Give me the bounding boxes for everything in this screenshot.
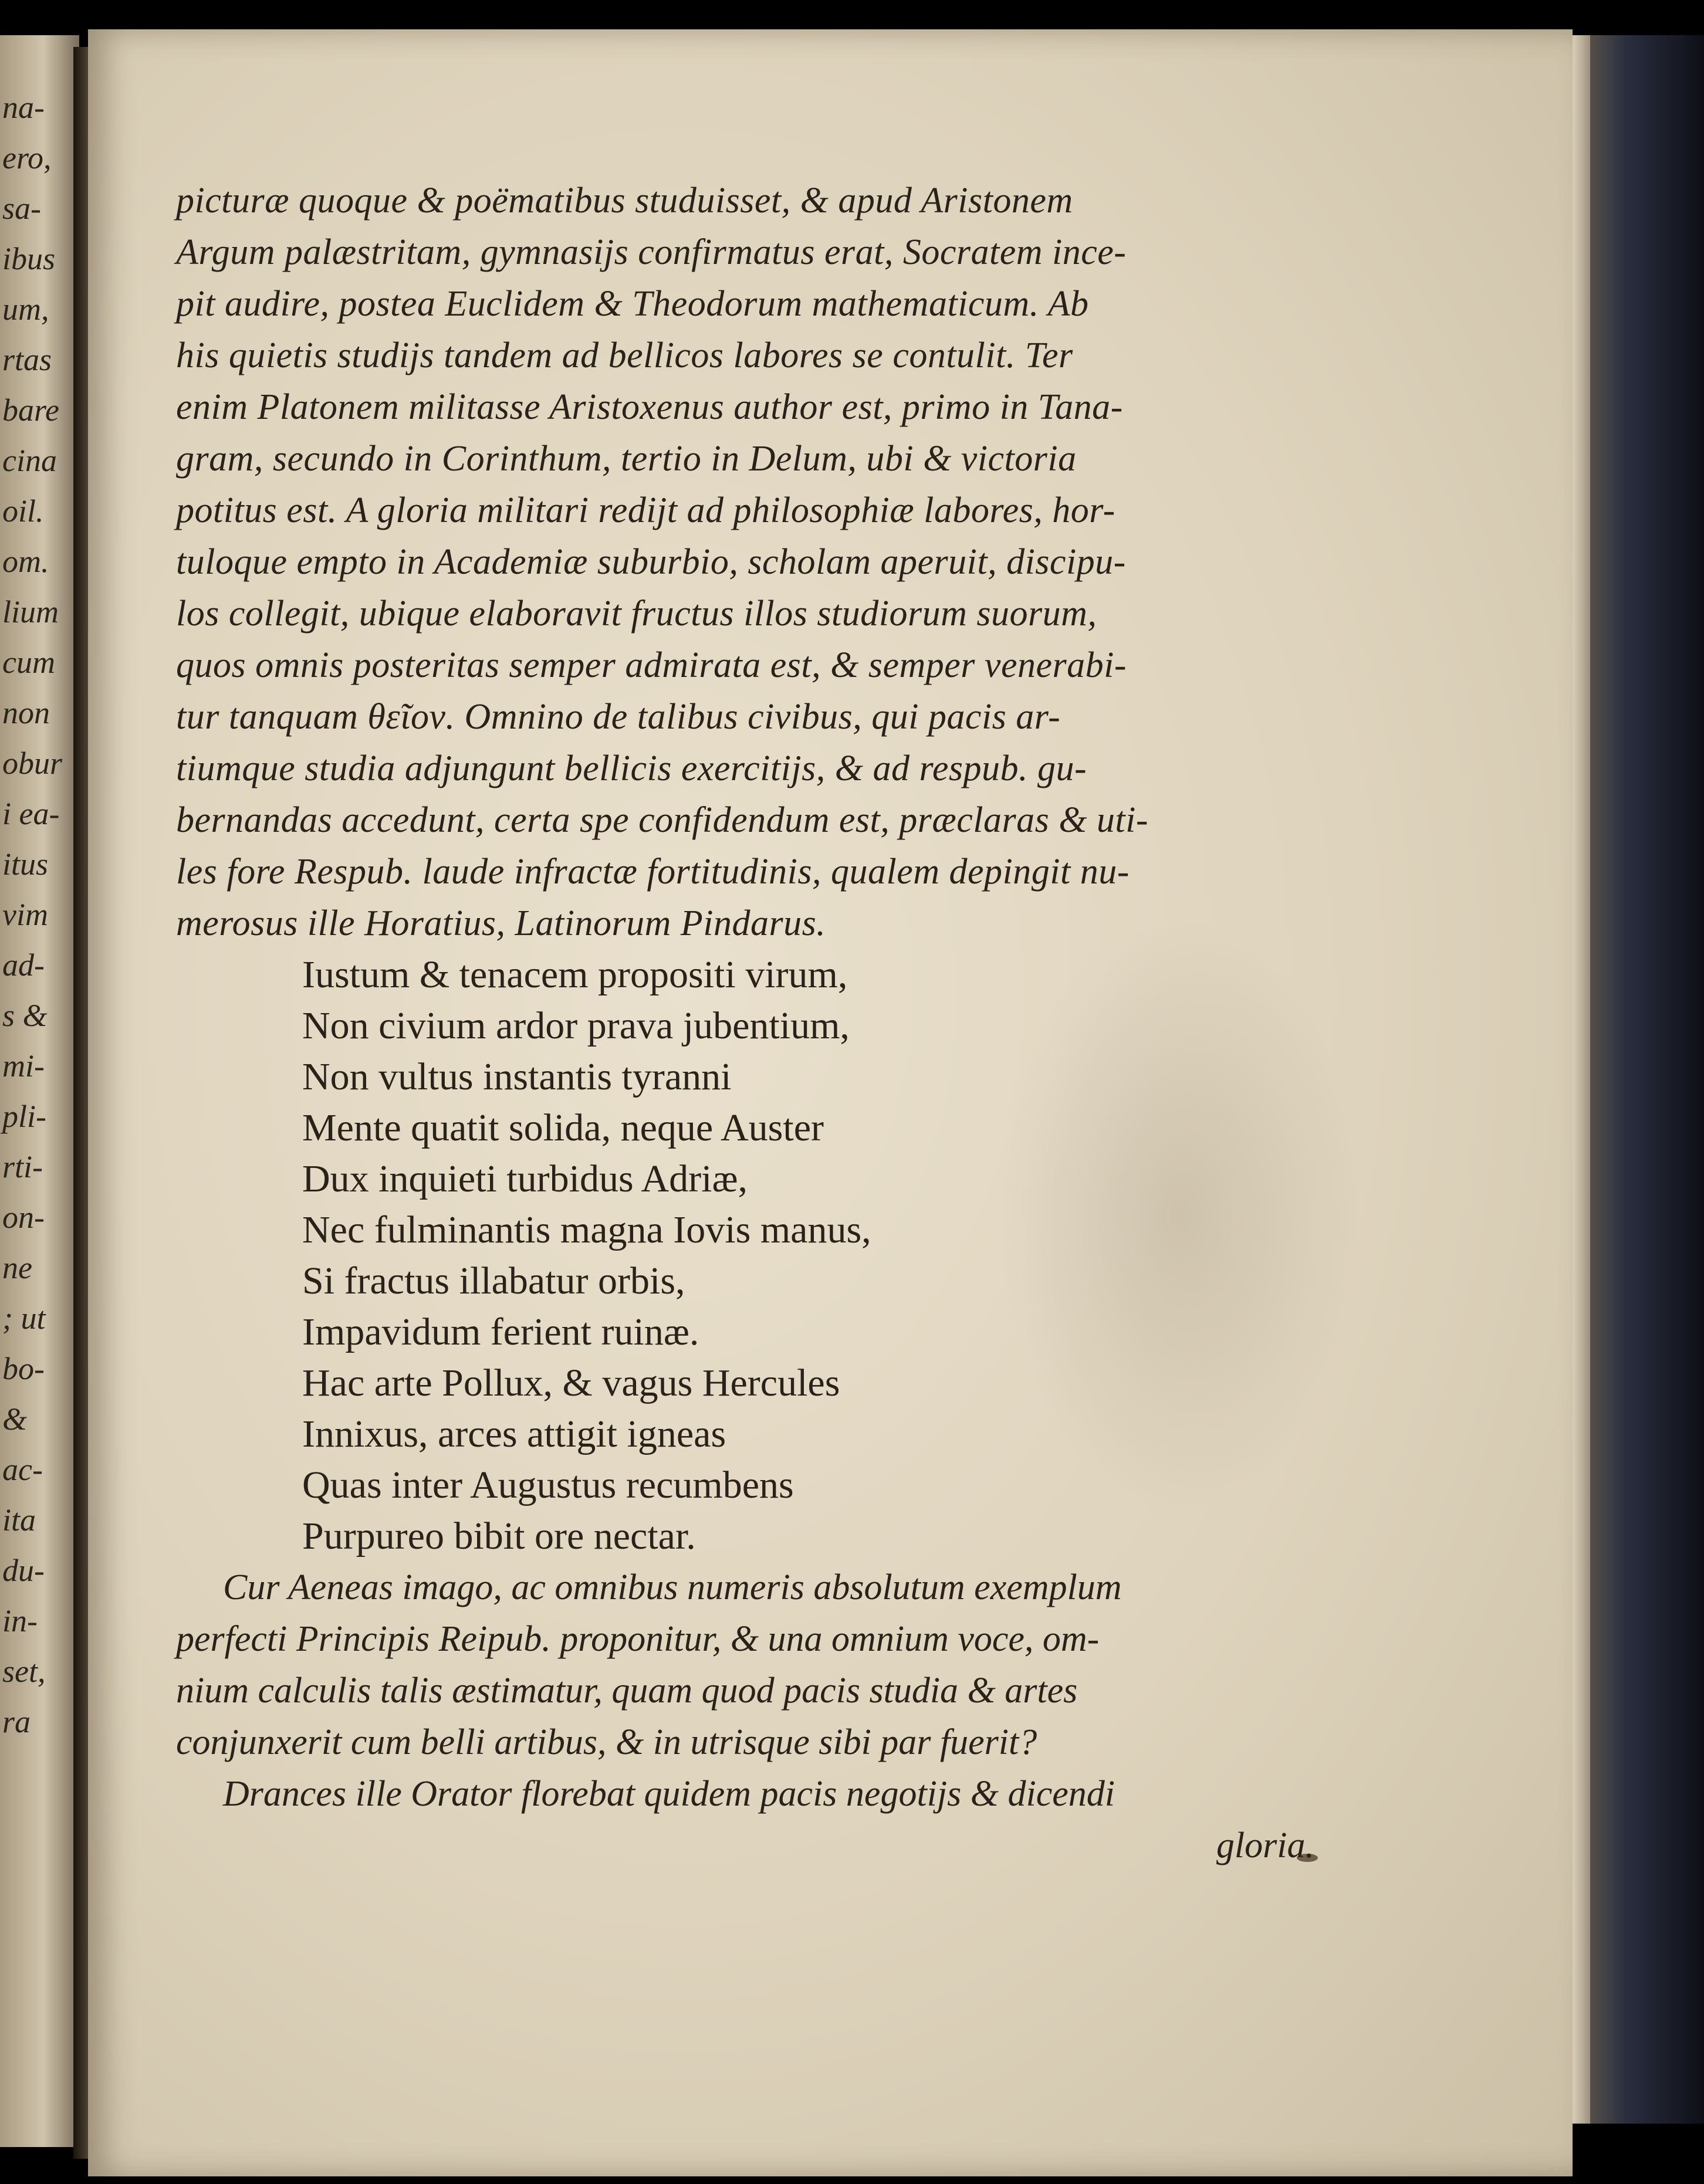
verse-line: Dux inquieti turbidus Adriæ, <box>302 1157 748 1200</box>
margin-fragment: obur <box>2 746 63 781</box>
margin-fragment: bare <box>2 392 59 428</box>
margin-fragment: ne <box>2 1250 32 1285</box>
margin-fragment: ita <box>2 1502 36 1538</box>
margin-fragment: non <box>2 695 50 730</box>
prose-line: tur tanquam θεῖον. Omnino de talibus civibus, qui pacis ar- <box>176 697 1061 737</box>
verse-line: Si fractus illabatur orbis, <box>302 1259 685 1302</box>
prose-line: tiumque studia adjungunt bellicis exercitijs, & ad respub. gu- <box>176 749 1087 788</box>
margin-fragment: s & <box>2 998 48 1033</box>
margin-fragment: ra <box>2 1704 31 1739</box>
margin-fragment: du- <box>2 1553 45 1588</box>
margin-fragment: mi- <box>2 1048 45 1083</box>
margin-fragment: om. <box>2 544 49 579</box>
margin-fragment: ; ut <box>2 1301 46 1336</box>
margin-fragment: i ea- <box>2 796 60 831</box>
verse-line: Iustum & tenacem propositi virum, <box>302 953 848 996</box>
prose-line: bernandas accedunt, certa spe confidendum est, præclaras & uti- <box>176 800 1149 840</box>
margin-fragment: rtas <box>2 342 52 377</box>
prose-line: conjunxerit cum belli artibus, & in utrisque sibi par fuerit? <box>176 1722 1037 1762</box>
margin-fragment: ero, <box>2 140 52 175</box>
margin-fragment: ac- <box>2 1452 43 1487</box>
page-text <box>176 175 1314 1871</box>
margin-fragment: in- <box>2 1603 38 1638</box>
margin-fragment: cina <box>2 443 57 478</box>
prose-line: los collegit, ubique elaboravit fructus illos studiorum suorum, <box>176 594 1097 634</box>
catchword: gloria. <box>1216 1826 1314 1865</box>
verse-line: Innixus, arces attigit igneas <box>302 1413 726 1455</box>
margin-fragment: set, <box>2 1654 46 1689</box>
margin-fragment: & <box>2 1401 28 1437</box>
prose-paragraph <box>176 175 1314 949</box>
prose-line: enim Platonem militasse Aristoxenus author est, primo in Tana- <box>176 387 1123 427</box>
prose-line: nium calculis talis æstimatur, quam quod pacis studia & artes <box>176 1671 1078 1711</box>
margin-fragment: cum <box>2 645 55 680</box>
prose-line: gram, secundo in Corinthum, tertio in Delum, ubi & victoria <box>176 439 1077 479</box>
margin-fragment: vim <box>2 897 48 932</box>
verse-line: Purpureo bibit ore nectar. <box>302 1515 696 1557</box>
prose-line: merosus ille Horatius, Latinorum Pindarus. <box>176 903 826 943</box>
margin-fragment: na- <box>2 90 45 125</box>
left-page-margin-text <box>2 82 67 1747</box>
verse-line: Non civium ardor prava jubentium, <box>302 1004 850 1047</box>
prose-line: picturæ quoque & poëmatibus studuisset, & apud Aristonem <box>176 181 1073 221</box>
page-edge-sheets <box>1573 35 1590 2124</box>
margin-fragment: sa- <box>2 191 41 226</box>
margin-fragment: ibus <box>2 241 56 276</box>
closing-paragraphs <box>176 1562 1314 1820</box>
margin-fragment: lium <box>2 594 59 629</box>
verse-line: Non vultus instantis tyranni <box>302 1055 732 1098</box>
verse-line: Hac arte Pollux, & vagus Hercules <box>302 1362 840 1404</box>
margin-fragment: oil. <box>2 493 44 529</box>
margin-fragment: rti- <box>2 1149 43 1184</box>
book-edge <box>1573 35 1704 2124</box>
margin-fragment: ad- <box>2 947 45 983</box>
prose-line: pit audire, postea Euclidem & Theodorum mathematicum. Ab <box>176 284 1089 324</box>
verse-line: Nec fulminantis magna Iovis manus, <box>302 1208 871 1251</box>
verse-line: Mente quatit solida, neque Auster <box>302 1106 824 1149</box>
prose-line: his quietis studijs tandem ad bellicos labores se contulit. Ter <box>176 336 1073 375</box>
left-page <box>0 35 79 2147</box>
prose-line: perfecti Principis Reipub. proponitur, & una omnium voce, om- <box>176 1619 1100 1659</box>
prose-line: Cur Aeneas imago, ac omnibus numeris absolutum exemplum <box>223 1567 1122 1607</box>
verse-line: Impavidum ferient ruinæ. <box>302 1311 699 1353</box>
prose-line: Drances ille Orator florebat quidem pacis negotijs & dicendi <box>223 1774 1115 1814</box>
margin-fragment: bo- <box>2 1351 45 1386</box>
verse-line: Quas inter Augustus recumbens <box>302 1464 794 1506</box>
margin-fragment: pli- <box>2 1099 46 1134</box>
prose-line: Argum palæstritam, gymnasijs confirmatus erat, Socratem ince- <box>176 232 1127 272</box>
margin-fragment: on- <box>2 1200 45 1235</box>
prose-line: tuloque empto in Academiæ suburbio, scholam aperuit, discipu- <box>176 542 1126 582</box>
prose-line: quos omnis posteritas semper admirata est, & semper venerabi- <box>176 645 1127 685</box>
margin-fragment: um, <box>2 292 49 327</box>
prose-line: les fore Respub. laude infractæ fortitudinis, qualem depingit nu- <box>176 852 1130 892</box>
horace-verse-quotation <box>176 949 1314 1562</box>
margin-fragment: itus <box>2 846 49 882</box>
prose-line: potitus est. A gloria militari redijt ad philosophiæ labores, hor- <box>176 490 1115 530</box>
